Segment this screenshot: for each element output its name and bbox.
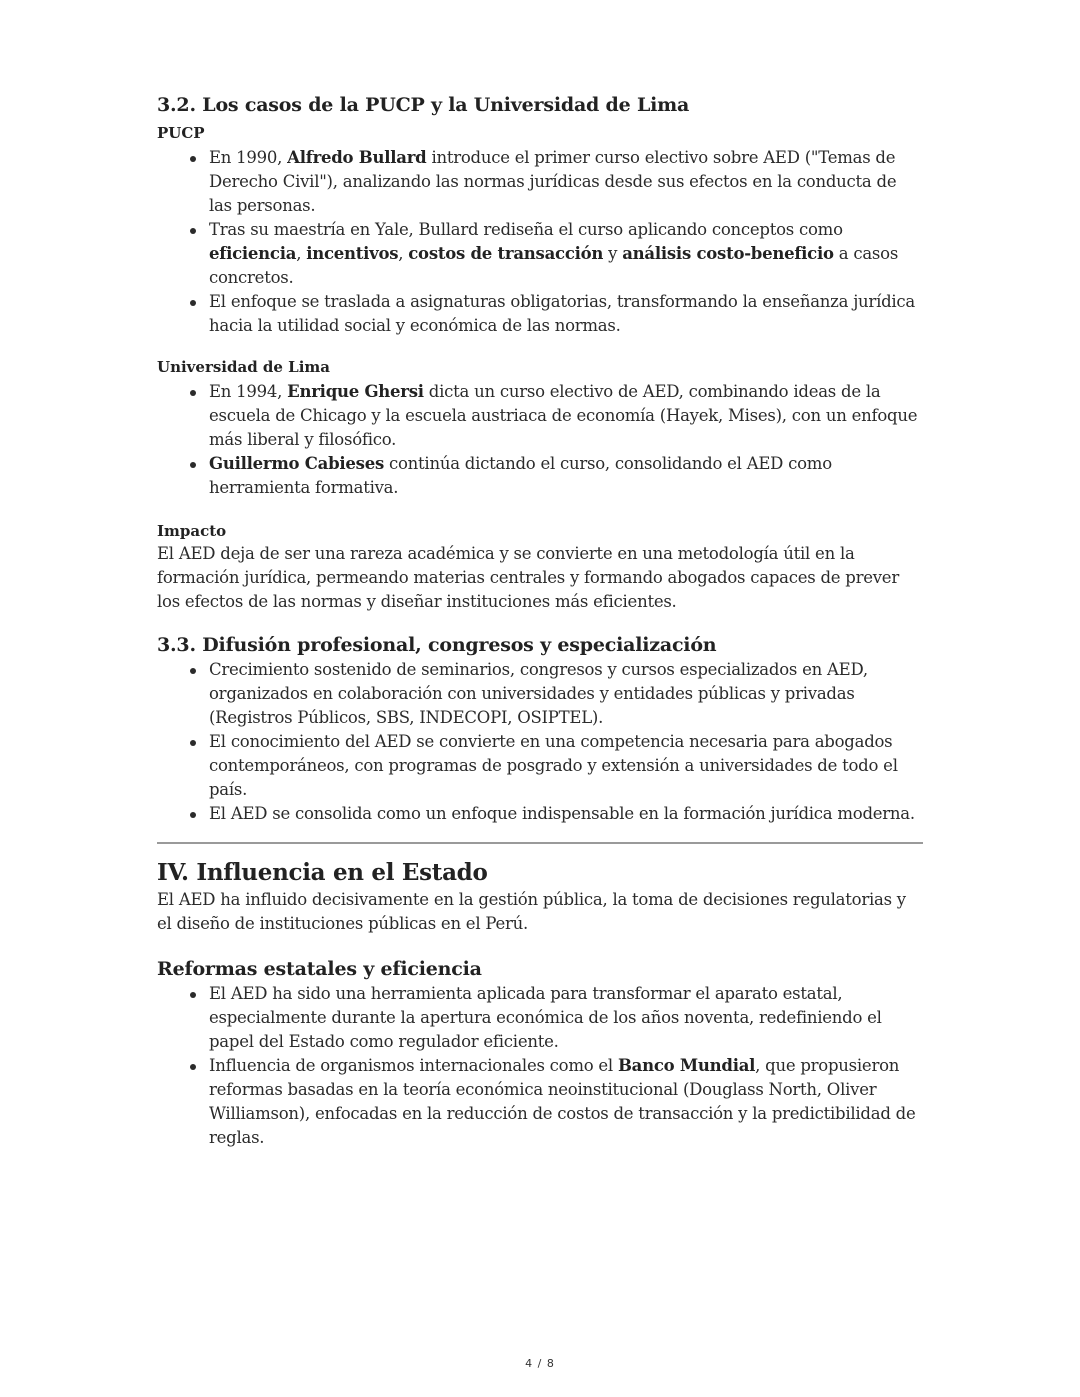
reformas-heading: Reformas estatales y eficiencia [157,958,482,980]
list-item: En 1990, Alfredo Bullard introduce el primer curso electivo sobre AED ("Temas de Derecho Civil"), analizando las normas jurídicas desde sus efectos en la conducta de las personas. [209,146,923,218]
page-indicator: 4 / 8 [525,1357,555,1370]
horizontal-divider [157,842,923,844]
list-item: Crecimiento sostenido de seminarios, congresos y cursos especializados en AED, organizados en colaboración con universidades y entidades públicas y privadas (Registros Públicos, SBS, INDECOPI, OSIPTEL). [209,658,923,730]
section-3-2-title: 3.2. Los casos de la PUCP y la Universidad de Lima [157,94,690,116]
section-3-3-list [157,658,923,826]
pucp-list [157,146,923,338]
list-item: Tras su maestría en Yale, Bullard rediseña el curso aplicando conceptos como eficiencia, incentivos, costos de transacción y análisis costo-beneficio a casos concretos. [209,218,923,290]
ulima-heading: Universidad de Lima [157,358,330,376]
impacto-heading: Impacto [157,522,227,540]
section-3-3-title: 3.3. Difusión profesional, congresos y especialización [157,634,717,656]
list-item: El AED ha sido una herramienta aplicada para transformar el aparato estatal, especialmente durante la apertura económica de los años noventa, redefiniendo el papel del Estado como regulador eficiente. [209,982,923,1054]
list-item: El enfoque se traslada a asignaturas obligatorias, transformando la enseñanza jurídica hacia la utilidad social y económica de las normas. [209,290,923,338]
list-item: Influencia de organismos internacionales como el Banco Mundial, que propusieron reformas basadas en la teoría económica neoinstitucional (Douglass North, Oliver Williamson), enfocadas en la reducción de costos de transacción y la predictibilidad de reglas. [209,1054,923,1150]
pucp-heading: PUCP [157,124,205,142]
reformas-list [157,982,923,1150]
impacto-paragraph: El AED deja de ser una rareza académica y se convierte en una metodología útil en la formación jurídica, permeando materias centrales y formando abogados capaces de prever los efectos de las normas y diseñar instituciones más eficientes. [157,544,899,611]
ulima-list [157,380,923,500]
bold-name: Alfredo Bullard [287,148,427,167]
section-4-intro: El AED ha influido decisivamente en la gestión pública, la toma de decisiones regulatorias y el diseño de instituciones públicas en el Perú. [157,890,906,933]
list-item: Guillermo Cabieses continúa dictando el curso, consolidando el AED como herramienta formativa. [209,452,923,500]
section-4-title: IV. Influencia en el Estado [157,859,488,886]
list-item: El AED se consolida como un enfoque indispensable en la formación jurídica moderna. [209,802,923,826]
document-page [157,92,923,1150]
list-item: El conocimiento del AED se convierte en una competencia necesaria para abogados contemporáneos, con programas de posgrado y extensión a universidades de todo el país. [209,730,923,802]
list-item: En 1994, Enrique Ghersi dicta un curso electivo de AED, combinando ideas de la escuela de Chicago y la escuela austriaca de economía (Hayek, Mises), con un enfoque más liberal y filosófico. [209,380,923,452]
